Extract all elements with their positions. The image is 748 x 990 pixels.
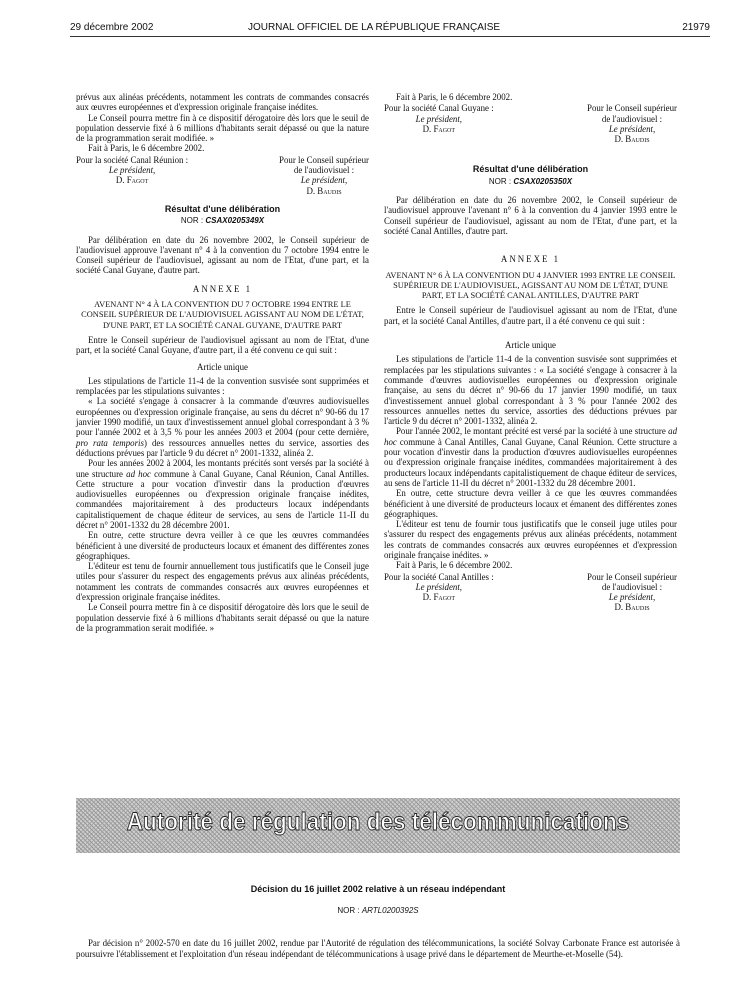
text-run: commune à Canal Antilles, Canal Guyane, Canal Réunion. Cette structure a pour vocation d'investir dans la production d'œuvres audiovisuelles européennes ou d'expression originale française inédites, commandées majoritairement à des producteurs locaux indépendants capitalistiquement de chaque éditeur de services, au sens de l'article 11-II du décret n° 2001-1332 du 28 décembre 2001. bbox=[384, 436, 677, 488]
nor-label: NOR : bbox=[337, 906, 360, 915]
nor-reference bbox=[76, 216, 369, 226]
signatory-name: D. Fagot bbox=[422, 592, 456, 603]
text-run: ) des ressources annuelles nettes du service, assorties des déductions prévues par l'article 9 du décret n° 2001-1332, alinéa 2. bbox=[76, 437, 369, 458]
signatory-name: D. Baudis bbox=[614, 602, 650, 613]
italic-run: ad hoc bbox=[126, 468, 151, 479]
text-run: « La société s'engage à consacrer à la commande d'œuvres audiovisuelles européennes ou d'expression originale française, au sens du décret n° 90-66 du 17 janvier 1990 modifié, un taux d'investissement annuel global correspondant à 3 % pour l'année 2002 et à 3,5 % pour les années 2003 et 2004 (pour cette dernière, bbox=[76, 396, 369, 438]
signatory-role: Le président, bbox=[108, 165, 156, 176]
signatory-name: D. Fagot bbox=[115, 175, 149, 186]
signatory-org: Pour la société Canal Antilles : bbox=[384, 571, 494, 582]
signatory-role: Le président, bbox=[300, 175, 348, 186]
header-rule bbox=[70, 36, 710, 37]
signatory-org: Pour le Conseil supérieur bbox=[587, 103, 677, 114]
signature-left bbox=[76, 155, 188, 196]
text-run: Pour les années 2002 à 2004, les montants précités sont versés par la société à une structure bbox=[76, 458, 369, 479]
annexe-heading: ANNEXE 1 bbox=[500, 254, 561, 265]
section-title: Résultat d'une délibération bbox=[164, 203, 281, 214]
page-number: 21979 bbox=[682, 22, 710, 33]
signatory-org: Pour la société Canal Guyane : bbox=[384, 103, 494, 114]
signature-right bbox=[587, 572, 677, 613]
italic-run: ad hoc bbox=[384, 426, 677, 447]
paragraph: Les stipulations de l'article 11-4 de la convention susvisée sont supprimées et remplacées par les stipulations suivantes : bbox=[76, 375, 369, 397]
header-date: 29 décembre 2002 bbox=[70, 22, 154, 33]
avenant-heading: AVENANT N° 4 À LA CONVENTION DU 7 OCTOBRE 1994 ENTRE LE CONSEIL SUPÉRIEUR DE L'AUDIOVISUEL AGISSANT AU NOM DE L'ÉTAT, D'UNE PART, ET LA SOCIÉTÉ CANAL GUYANE, D'AUTRE PART bbox=[81, 300, 364, 330]
signatory-org: de l'audiovisuel : bbox=[601, 113, 663, 124]
signatory-org: de l'audiovisuel : bbox=[601, 581, 663, 592]
text-run: Pour l'année 2002, le montant précité est versé par la société à une structure bbox=[396, 426, 669, 437]
signature-left bbox=[384, 103, 494, 144]
paragraph: En outre, cette structure devra veiller à ce que les œuvres commandées bénéficient à une diversité de producteurs locaux et émanent des différentes zones géographiques. bbox=[384, 488, 677, 519]
fait-line: Fait à Paris, le 6 décembre 2002. bbox=[396, 560, 513, 571]
paragraph: Par délibération en date du 26 novembre 2002, le Conseil supérieur de l'audiovisuel approuve l'avenant n° 4 à la convention du 7 octobre 1994 entre le Conseil supérieur de l'audiovisuel, agissant au nom de l'Etat, d'une part, et la société Canal Guyane, d'autre part. bbox=[76, 234, 369, 276]
paragraph: L'éditeur est tenu de fournir annuellement tous justificatifs que le Conseil juge utiles pour s'assurer du respect des engagements prévus aux alinéas précédents, notamment les contrats de commandes consacrés aux œuvres européennes et d'expression originale française inédites. bbox=[76, 561, 369, 603]
left-column bbox=[76, 92, 369, 633]
page-header bbox=[0, 0, 748, 40]
text-run: commune à Canal Guyane, Canal Réunion, Canal Antilles. Cette structure a pour vocation d'investir dans la production d'œuvres audiovisuelles européennes ou d'expression originale française inédites, commandées majoritairement à des producteurs locaux indépendants capitalistiquement de chaque éditeur de services, au sens de l'article 11-II du décret n° 2001-1332 du 28 décembre 2001. bbox=[76, 468, 369, 530]
signature-right bbox=[587, 103, 677, 144]
fait-line: Fait à Paris, le 6 décembre 2002. bbox=[396, 92, 513, 102]
signature-block bbox=[76, 155, 369, 196]
article-heading: Article unique bbox=[196, 361, 248, 372]
paragraph: Entre le Conseil supérieur de l'audiovisuel agissant au nom de l'Etat, d'une part, et la société Canal Antilles, d'autre part, il a été convenu ce qui suit : bbox=[384, 305, 677, 326]
nor-reference bbox=[76, 906, 680, 915]
right-column bbox=[384, 92, 677, 615]
paragraph: L'éditeur est tenu de fournir tous justificatifs que le conseil juge utiles pour s'assurer du respect des engagements prévus aux alinéas précédents, notamment les contrats de commandes consacrés aux œuvres européennes et d'expression originale française inédites. » bbox=[384, 519, 677, 560]
section-banner bbox=[76, 798, 680, 853]
annexe-heading: ANNEXE 1 bbox=[192, 283, 253, 294]
signatory-org: Pour le Conseil supérieur bbox=[587, 571, 677, 582]
header-title: JOURNAL OFFICIEL DE LA RÉPUBLIQUE FRANÇAISE bbox=[247, 22, 501, 33]
nor-value: ARTL0200392S bbox=[361, 906, 419, 915]
signatory-role: Le président, bbox=[608, 123, 656, 134]
section-title: Résultat d'une délibération bbox=[472, 164, 589, 175]
signatory-role: Le président, bbox=[415, 113, 463, 124]
paragraph: En outre, cette structure devra veiller à ce que les œuvres commandées bénéficient à une diversité de producteurs locaux et émanent des différentes zones géographiques. bbox=[76, 530, 369, 561]
signatory-name: D. Baudis bbox=[306, 185, 342, 196]
nor-value: CSAX0205350X bbox=[513, 176, 573, 186]
signatory-name: D. Fagot bbox=[422, 123, 456, 134]
paragraph: Le Conseil pourra mettre fin à ce dispositif dérogatoire dès lors que le seuil de population desservie fixé à 6 millions d'habitants serait dépassé ou que la nature de la programmation serait modifiée. » bbox=[76, 112, 369, 144]
nor-label: NOR : bbox=[488, 176, 512, 186]
italic-run: pro rata temporis bbox=[76, 437, 144, 448]
nor-value: CSAX0205349X bbox=[205, 216, 265, 226]
paragraph bbox=[76, 458, 369, 530]
signatory-name: D. Baudis bbox=[614, 134, 650, 145]
signature-right bbox=[279, 155, 369, 196]
fait-line: Fait à Paris, le 6 décembre 2002. bbox=[88, 143, 205, 154]
article-heading: Article unique bbox=[504, 340, 556, 351]
nor-label: NOR : bbox=[180, 216, 204, 226]
banner-title: Autorité de régulation des télécommunications bbox=[126, 808, 630, 836]
signatory-role: Le président, bbox=[415, 581, 463, 592]
decision-title: Décision du 16 juillet 2002 relative à un réseau indépendant bbox=[250, 884, 506, 894]
paragraph: Entre le Conseil supérieur de l'audiovisuel agissant au nom de l'Etat, d'une part, et la société Canal Guyane, d'autre part, il a été convenu ce qui suit : bbox=[76, 334, 369, 356]
signature-block bbox=[384, 572, 677, 613]
nor-reference bbox=[384, 177, 677, 187]
signatory-role: Le président, bbox=[608, 592, 656, 603]
paragraph bbox=[76, 396, 369, 458]
paragraph: Les stipulations de l'article 11-4 de la convention susvisée sont supprimées et remplacées par les stipulations suivantes : « La société s'engage à consacrer à la commande d'œuvres audiovisuelles européennes ou d'expression originale française, au sens du décret n° 90-66 du 17 janvier 1990 modifié, un taux d'investissement annuel global correspondant à 3 % pour l'année 2002 des ressources annuelles nettes du service, assorties des déductions prévues par l'article 9 du décret n° 2001-1332, alinéa 2. bbox=[384, 354, 677, 427]
avenant-heading: AVENANT N° 6 À LA CONVENTION DU 4 JANVIER 1993 ENTRE LE CONSEIL SUPÉRIEUR DE L'AUDIOVISUEL, AGISSANT AU NOM DE L'ÉTAT, D'UNE PART, ET LA SOCIÉTÉ CANAL ANTILLES, D'AUTRE PART bbox=[385, 270, 676, 301]
paragraph: Par délibération en date du 26 novembre 2002, le Conseil supérieur de l'audiovisuel approuve l'avenant n° 6 à la convention du 4 janvier 1993 entre le Conseil supérieur de l'audiovisuel, agissant au nom de l'Etat, d'une part, et la société Canal Antilles, d'autre part. bbox=[384, 195, 677, 236]
signatory-org: Pour le Conseil supérieur bbox=[279, 154, 369, 165]
signatory-org: de l'audiovisuel : bbox=[293, 165, 355, 176]
signature-left bbox=[384, 572, 494, 613]
paragraph bbox=[384, 426, 677, 488]
paragraph: prévus aux alinéas précédents, notamment les contrats de commandes consacrés aux œuvres européennes et d'expression originale française inédites. bbox=[76, 92, 369, 113]
paragraph: Le Conseil pourra mettre fin à ce dispositif dérogatoire dès lors que le seuil de population desservie fixé à 6 millions d'habitants serait dépassé ou que la nature de la programmation serait modifiée. » bbox=[76, 602, 369, 633]
signature-block bbox=[384, 103, 677, 144]
decision-body: Par décision n° 2002-570 en date du 16 juillet 2002, rendue par l'Autorité de régulation des télécommunications, la société Solvay Carbonate France est autorisée à poursuivre l'établissement et l'exploitation d'un réseau indépendant de télécommunications à usage privé dans le département de Meurthe-et-Moselle (54). bbox=[76, 938, 680, 959]
signatory-org: Pour la société Canal Réunion : bbox=[76, 154, 189, 165]
